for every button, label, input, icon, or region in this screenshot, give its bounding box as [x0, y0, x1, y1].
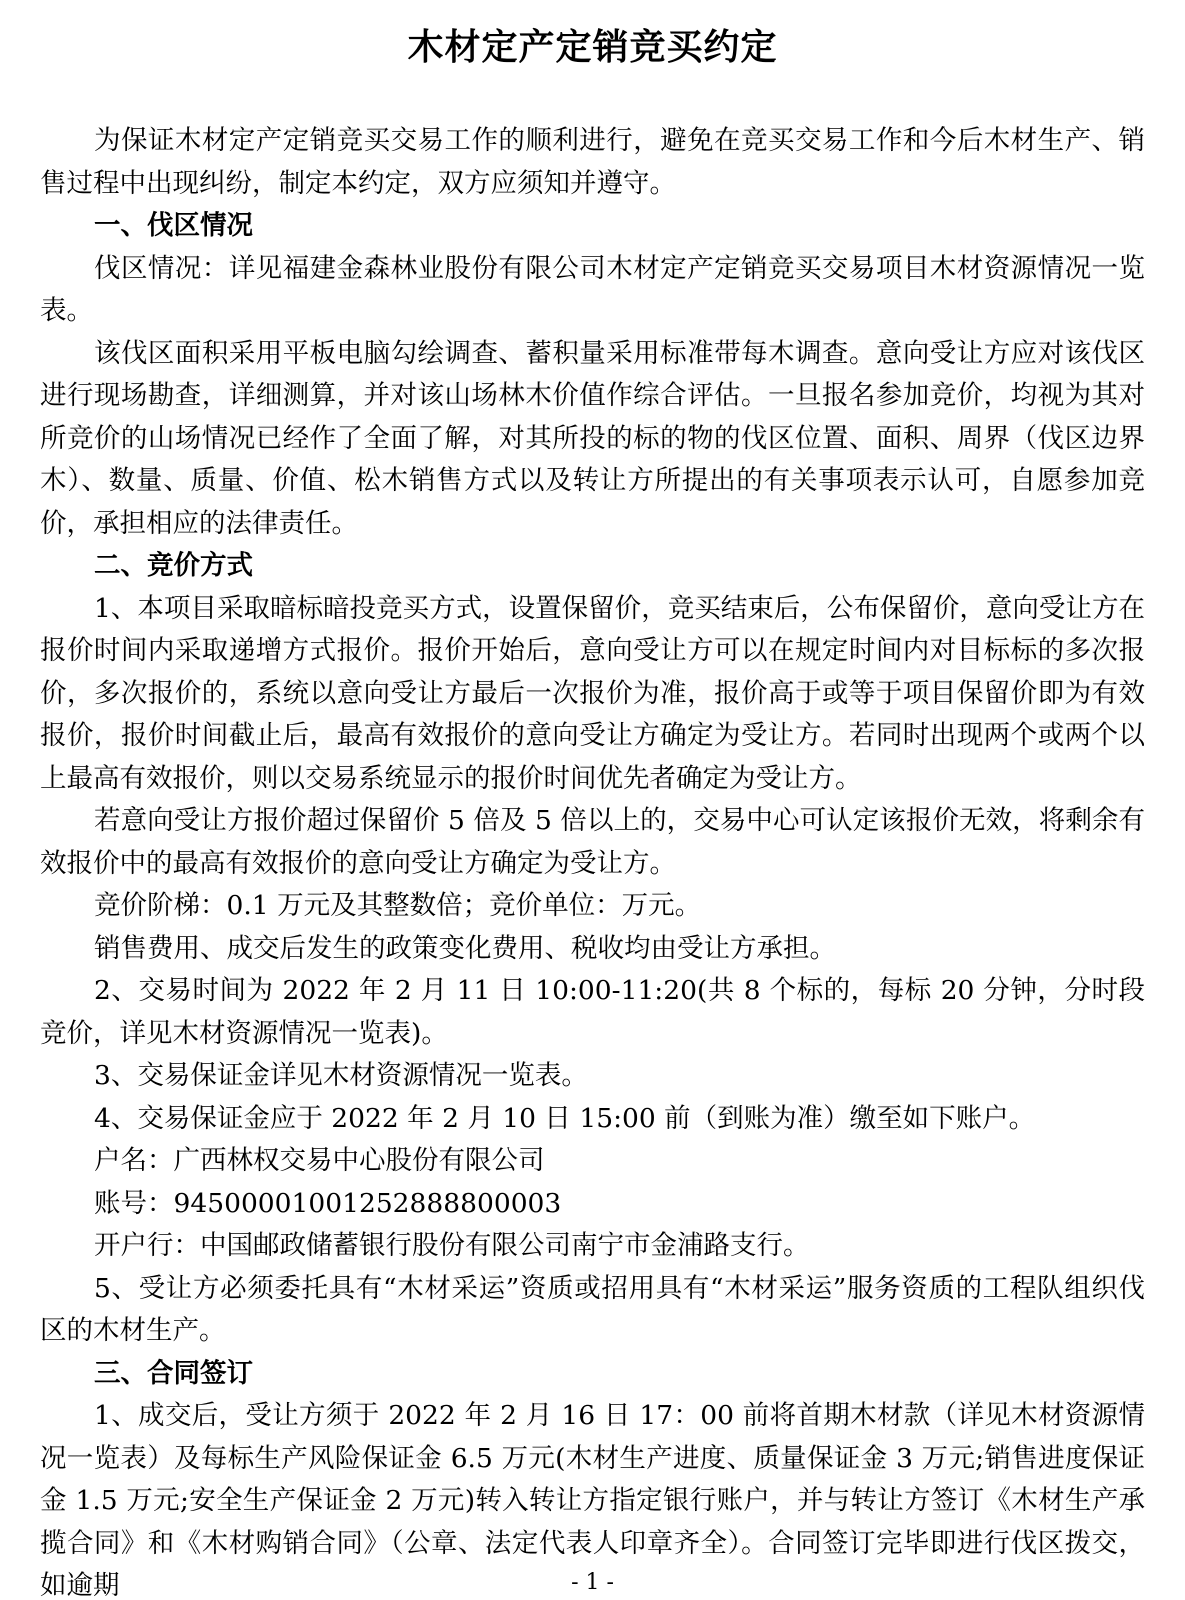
section-2-heading: 二、竞价方式 — [94, 550, 253, 581]
section-3-heading: 三、合同签订 — [94, 1357, 253, 1389]
para-reserve-price-rule: 若意向受让方报价超过保留价 5 倍及 5 倍以上的，交易中心可认定该报价无效，将剩余有效报价中的最高有效报价的意向受让方确定为受让方。 — [40, 805, 1145, 879]
para-contract-signing: 1、成交后，受让方须于 2022 年 2 月 16 日 17：00 前将首期木材款（详见木材资源情况一览表）及每标生产风险保证金 6.5 万元(木材生产进度、质量保证金 3 万元;销售进度保证金 1.5 万元;安全生产保证金 2 万元)转入转让方指定银行账户，并与转让方签订《木材生产承揽合同》和《木材购销合同》（公章、法定代表人印章齐全）。合同签订完毕即进行伐区拨交，如逾期 — [40, 1400, 1145, 1600]
document-title: 木材定产定销竞买约定 — [407, 27, 778, 68]
section-1-heading: 一、伐区情况 — [94, 210, 253, 241]
para-felling-area-survey: 该伐区面积采用平板电脑勾绘调查、蓄积量采用标准带每木调查。意向受让方应对该伐区进行现场勘查，详细测算，并对该山场林木价值作综合评估。一旦报名参加竞价，均视为其对所竞价的山场情况已经作了全面了解，对其所投的标的物的伐区位置、面积、周界（伐区边界木）、数量、质量、价值、松木销售方式以及转让方所提出的有关事项表示认可，自愿参加竞价，承担相应的法律责任。 — [40, 337, 1145, 539]
para-fees-responsibility: 销售费用、成交后发生的政策变化费用、税收均由受让方承担。 — [94, 932, 836, 964]
para-bid-increment: 竞价阶梯：0.1 万元及其整数倍；竞价单位：万元。 — [94, 890, 702, 921]
para-bank-branch: 开户行：中国邮政储蓄银行股份有限公司南宁市金浦路支行。 — [94, 1230, 810, 1261]
para-deposit-deadline: 4、交易保证金应于 2022 年 2 月 10 日 15:00 前（到账为准）缴至如下账户。 — [94, 1102, 1036, 1134]
para-trade-time: 2、交易时间为 2022 年 2 月 11 日 10:00-11:20(共 8 个标的，每标 20 分钟，分时段竞价，详见木材资源情况一览表)。 — [40, 975, 1145, 1049]
para-bidding-method: 1、本项目采取暗标暗投竞买方式，设置保留价，竞买结束后，公布保留价，意向受让方在报价时间内采取递增方式报价。报价开始后，意向受让方可以在规定时间内对目标标的多次报价，多次报价的，系统以意向受让方最后一次报价为准，报价高于或等于项目保留价即为有效报价，报价时间截止后，最高有效报价的意向受让方确定为受让方。若同时出现两个或两个以上最高有效报价，则以交易系统显示的报价时间优先者确定为受让方。 — [40, 592, 1145, 794]
para-deposit-reference: 3、交易保证金详见木材资源情况一览表。 — [94, 1060, 588, 1091]
para-felling-area-overview: 伐区情况：详见福建金森林业股份有限公司木材定产定销竞买交易项目木材资源情况一览表。 — [40, 252, 1145, 326]
intro-paragraph: 为保证木材定产定销竞买交易工作的顺利进行，避免在竞买交易工作和今后木材生产、销售过程中出现纠纷，制定本约定，双方应须知并遵守。 — [40, 125, 1145, 199]
para-account-name: 户名：广西林权交易中心股份有限公司 — [94, 1145, 545, 1176]
page-number: - 1 - — [571, 1570, 614, 1595]
para-account-number: 账号：94500001001252888800003 — [94, 1187, 562, 1219]
para-logging-qualification: 5、受让方必须委托具有“木材采运”资质或招用具有“木材采运”服务资质的工程队组织伐区的木材生产。 — [40, 1272, 1145, 1346]
